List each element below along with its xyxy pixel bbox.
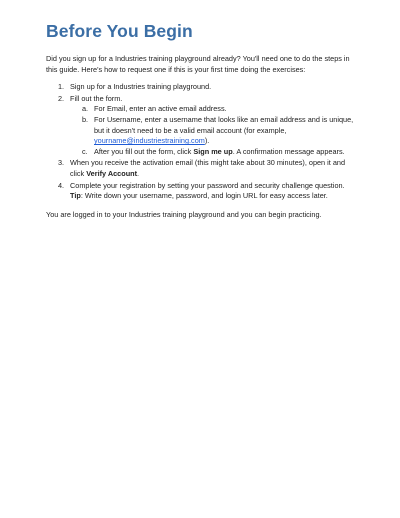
substeps-list <box>70 104 354 157</box>
list-item-step-4 <box>46 181 354 202</box>
substep-text-before: After you fill out the form, click <box>94 146 194 156</box>
substep-letter: b. <box>82 114 89 124</box>
tip-label: Tip <box>70 191 81 201</box>
step-text: Fill out the form. <box>70 93 123 103</box>
substep-text: For Email, enter an active email address. <box>94 104 227 114</box>
list-item-substep-c <box>70 147 354 158</box>
verify-account-label: Verify Account <box>86 168 138 178</box>
step-text-before: When you receive the activation email (this might take about 30 minutes), open it and click <box>70 158 345 178</box>
page-title: Before You Begin <box>46 21 193 41</box>
sign-me-up-label: Sign me up <box>193 146 233 156</box>
step-text: Sign up for a Industries training playground. <box>70 82 212 92</box>
substep-text-after: . A confirmation message appears. <box>232 146 345 156</box>
step-text-after: . <box>137 168 140 178</box>
step-number: 4. <box>58 180 65 190</box>
example-username-link[interactable]: yourname@industriestraining.com <box>94 136 205 146</box>
tip-text: : Write down your username, password, and login URL for easy access later. <box>80 191 328 201</box>
step-number: 3. <box>58 158 65 168</box>
substep-text-after: ). <box>204 136 210 146</box>
list-item-step-1 <box>46 82 354 93</box>
step-number: 1. <box>58 82 65 92</box>
outro-paragraph: You are logged in to your Industries training playground and you can begin practicing. <box>46 209 322 219</box>
step-text: Complete your registration by setting your password and security challenge question. <box>70 180 345 190</box>
list-item-substep-b <box>70 115 354 147</box>
list-item-substep-a <box>70 104 354 115</box>
steps-list <box>46 82 354 202</box>
substep-text-before: For Username, enter a username that looks like an email address and is unique, but it doesn't need to be a valid email account (for example, <box>94 114 354 135</box>
step-number: 2. <box>58 93 65 103</box>
list-item-step-2 <box>46 94 354 158</box>
substep-letter: c. <box>82 146 88 156</box>
substep-letter: a. <box>82 104 89 114</box>
list-item-step-3 <box>46 158 354 179</box>
intro-paragraph: Did you sign up for a Industries training playground already? You'll need one to do the steps in this guide. Here's how to request one if this is your first time doing the exercises: <box>46 54 350 74</box>
